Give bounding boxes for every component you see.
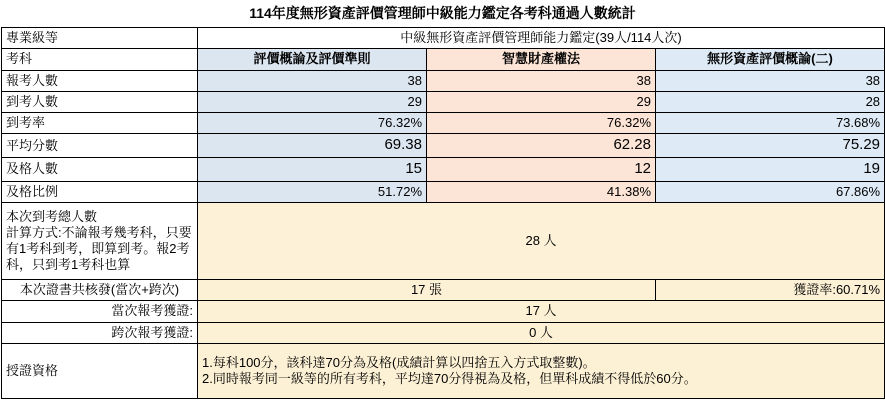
cross-cert-value: 0 人 (198, 322, 885, 343)
subject-header-2: 智慧財產權法 (427, 49, 656, 70)
cell-value: 38 (198, 70, 427, 91)
table-row-total-attend (2, 203, 885, 280)
total-attend-label (2, 203, 198, 280)
table-row (2, 134, 885, 158)
qualification-notes (198, 343, 885, 398)
row-label: 到考率 (2, 113, 198, 134)
row-label: 報考人數 (2, 70, 198, 91)
table-row-level (2, 28, 885, 49)
certificates-label: 本次證書共核發(當次+跨次) (2, 280, 198, 301)
row-label: 平均分數 (2, 134, 198, 158)
statistics-table (1, 27, 885, 399)
level-value: 中級無形資產評價管理師能力鑑定(39人/114人次) (198, 28, 885, 49)
cell-value: 15 (198, 158, 427, 182)
qualification-line-2: 2.同時報考同一級等的所有考科，平均達70分得視為及格，但單科成績不得低於60分。 (202, 370, 697, 386)
certificates-value: 17 張 (198, 280, 656, 301)
cell-value: 28 (656, 91, 885, 112)
current-cert-label: 當次報考獲證: (2, 301, 198, 322)
table-row-qualification (2, 343, 885, 398)
cell-value: 12 (427, 158, 656, 182)
cell-value: 19 (656, 158, 885, 182)
cell-value: 29 (198, 91, 427, 112)
cell-value: 29 (427, 91, 656, 112)
table-row-certificates (2, 280, 885, 301)
total-attend-label-line3: 有1考科到考，即算到考。報2考 (6, 241, 190, 256)
cell-value: 69.38 (198, 134, 427, 158)
cell-value: 62.28 (427, 134, 656, 158)
total-attend-label-line2: 計算方式:不論報考幾考科，只要 (6, 224, 192, 240)
cell-value: 41.38% (427, 181, 656, 202)
total-attend-value: 28 人 (198, 203, 885, 280)
table-row-cross (2, 322, 885, 343)
cross-cert-label: 跨次報考獲證: (2, 322, 198, 343)
certificates-rate: 獲證率:60.71% (656, 280, 885, 301)
cell-value: 76.32% (427, 113, 656, 134)
row-label: 到考人數 (2, 91, 198, 112)
table-row (2, 113, 885, 134)
subject-label: 考科 (2, 49, 198, 70)
table-row (2, 91, 885, 112)
cell-value: 51.72% (198, 181, 427, 202)
table-row (2, 181, 885, 202)
total-attend-label-line1: 本次到考總人數 (6, 208, 98, 224)
current-cert-value: 17 人 (198, 301, 885, 322)
total-attend-label-line4: 科，只到考1考科也算 (6, 257, 131, 273)
cell-value: 75.29 (656, 134, 885, 158)
cell-value: 67.86% (656, 181, 885, 202)
table-row (2, 158, 885, 182)
table-row-current (2, 301, 885, 322)
cell-value: 73.68% (656, 113, 885, 134)
cell-value: 38 (656, 70, 885, 91)
cell-value: 76.32% (198, 113, 427, 134)
qualification-label: 授證資格 (2, 343, 198, 398)
page-title: 114年度無形資產評價管理師中級能力鑑定各考科通過人數統計 (249, 5, 636, 21)
subject-header-1: 評價概論及評價準則 (198, 49, 427, 70)
qualification-line-1: 1.每科100分，該科達70分為及格(成績計算以四捨五入方式取整數)。 (202, 354, 596, 370)
row-label: 及格人數 (2, 158, 198, 182)
table-row (2, 70, 885, 91)
row-label: 及格比例 (2, 181, 198, 202)
cell-value: 38 (427, 70, 656, 91)
table-row-subjects (2, 49, 885, 70)
subject-header-3: 無形資產評價概論(二) (656, 49, 885, 70)
level-label: 專業級等 (2, 28, 198, 49)
